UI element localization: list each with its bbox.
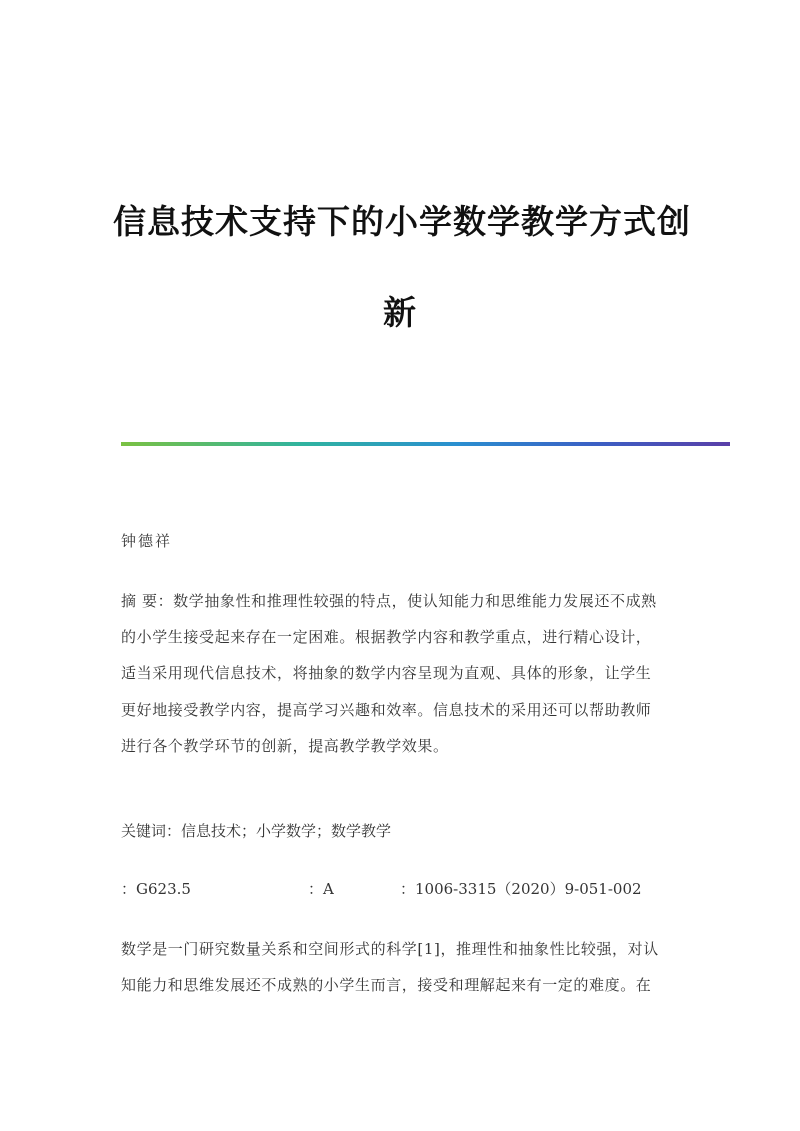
article-id: ：1006-3315（2020）9-051-002 [400, 880, 642, 898]
abstract-paragraph [121, 589, 681, 770]
body-paragraph [121, 937, 681, 1009]
document-title-line-1: 信息技术支持下的小学数学教学方式创 [113, 202, 691, 241]
document-title-line-2: 新 [383, 293, 417, 332]
clc-number: ：G623.5 [121, 880, 191, 898]
keywords-line: 关键词：信息技术；小学数学；数学教学 [121, 822, 392, 840]
abstract-line: 适当采用现代信息技术，将抽象的数学内容呈现为直观、具体的形象，让学生 [121, 664, 652, 683]
abstract-line: 摘 要：数学抽象性和推理性较强的特点，使认知能力和思维能力发展还不成熟 [121, 592, 657, 610]
body-line: 数学是一门研究数量关系和空间形式的科学[1]，推理性和抽象性比较强，对认 [121, 940, 659, 958]
abstract-line: 进行各个教学环节的创新，提高教学教学效果。 [121, 736, 449, 755]
gradient-divider [121, 442, 730, 446]
abstract-line: 更好地接受教学内容，提高学习兴趣和效率。信息技术的采用还可以帮助教师 [121, 700, 652, 719]
abstract-line: 的小学生接受起来存在一定困难。根据教学内容和教学重点，进行精心设计， [121, 628, 652, 647]
body-line: 知能力和思维发展还不成熟的小学生而言，接受和理解起来有一定的难度。在 [121, 976, 652, 995]
document-code: ：A [308, 880, 334, 898]
author-name: 钟德祥 [121, 532, 173, 550]
